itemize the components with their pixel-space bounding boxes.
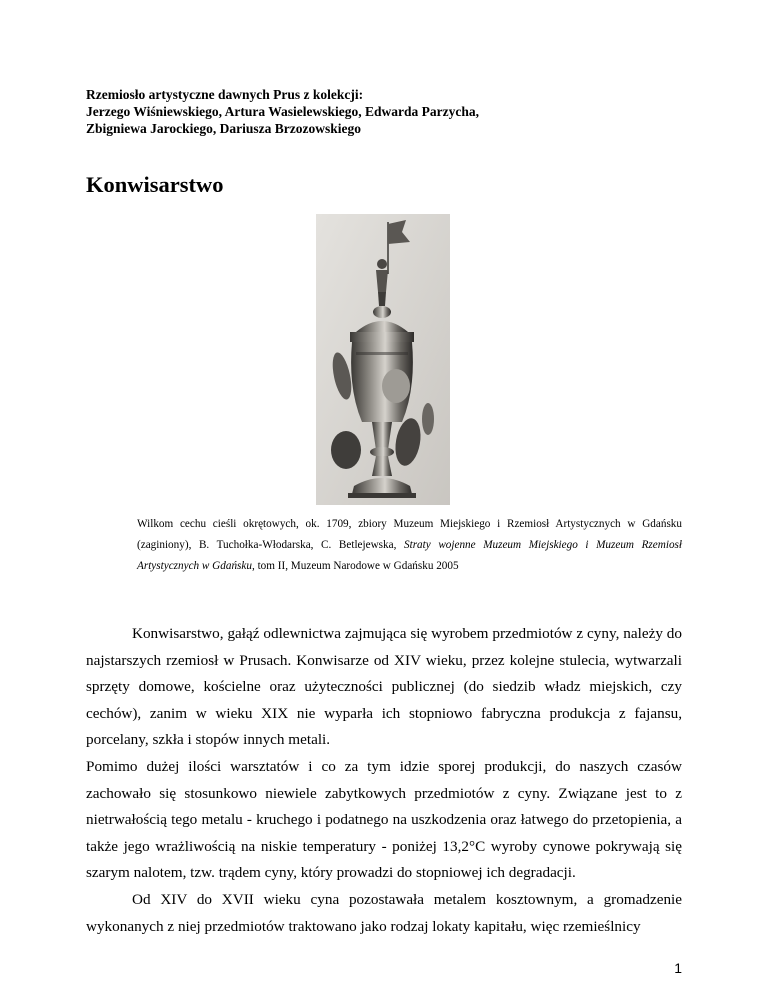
section-title: Konwisarstwo — [86, 172, 224, 197]
document-header — [86, 86, 686, 137]
caption-book-title: Straty wojenne Muzeum Miejskiego i Muzeum Rzemiosł Artystycznych w Gdańsku, — [137, 539, 682, 572]
body-text — [86, 621, 682, 940]
caption-text: Wilkom cechu cieśli okrętowych, ok. 1709, zbiory Muzeum Miejskiego i Rzemiosł Artystycznych w Gdańsku (zaginiony), B. Tuchołka-Włodarska, C. Betlejewska, — [137, 518, 682, 551]
header-line-1: Rzemiosło artystyczne dawnych Prus z kolekcji: — [86, 87, 364, 102]
paragraph-3: Od XIV do XVII wieku cyna pozostawała metalem kosztownym, a gromadzenie wykonanych z niej przedmiotów traktowano jako rodzaj lokaty kapitału, więc rzemieślnicy — [86, 890, 682, 935]
paragraph-2: Pomimo dużej ilości warsztatów i co za tym idzie sporej produkcji, do naszych czasów zachowało się stosunkowo niewiele zabytkowych przedmiotów z cyny. Związane jest to z nietrwałością tego metalu - kruchego i podatnego na uszkodzenia oraz łatwego do przetopienia, a także jego wrażliwością na niskie temperatury - poniżej 13,2°C wyroby cynowe pokrywają się szarym nalotem, tzw. trądem cyny, który prowadzi do stopniowej ich degradacji. — [86, 757, 682, 882]
header-line-2: Jerzego Wiśniewskiego, Artura Wasielewskiego, Edwarda Parzycha, — [86, 104, 479, 119]
pewter-guild-cup-photo — [316, 214, 450, 505]
paragraph-1: Konwisarstwo, gałąź odlewnictwa zajmująca się wyrobem przedmiotów z cyny, należy do najstarszych rzemiosł w Prusach. Konwisarze od XIV wieku, przez kolejne stulecia, wytwarzali sprzęty domowe, kościelne oraz użyteczności publicznej (do siedzib władz miejskich, czy cechów), zanim w wieku XIX nie wyparła ich stopniowo fabryczna produkcja z fajansu, porcelany, szkła i stopów innych metali. — [86, 625, 682, 749]
image-caption — [137, 514, 682, 577]
header-line-3: Zbigniewa Jarockiego, Dariusza Brzozowskiego — [86, 121, 361, 136]
caption-tail: tom II, Muzeum Narodowe w Gdańsku 2005 — [254, 560, 459, 572]
page-number: 1 — [674, 960, 682, 976]
